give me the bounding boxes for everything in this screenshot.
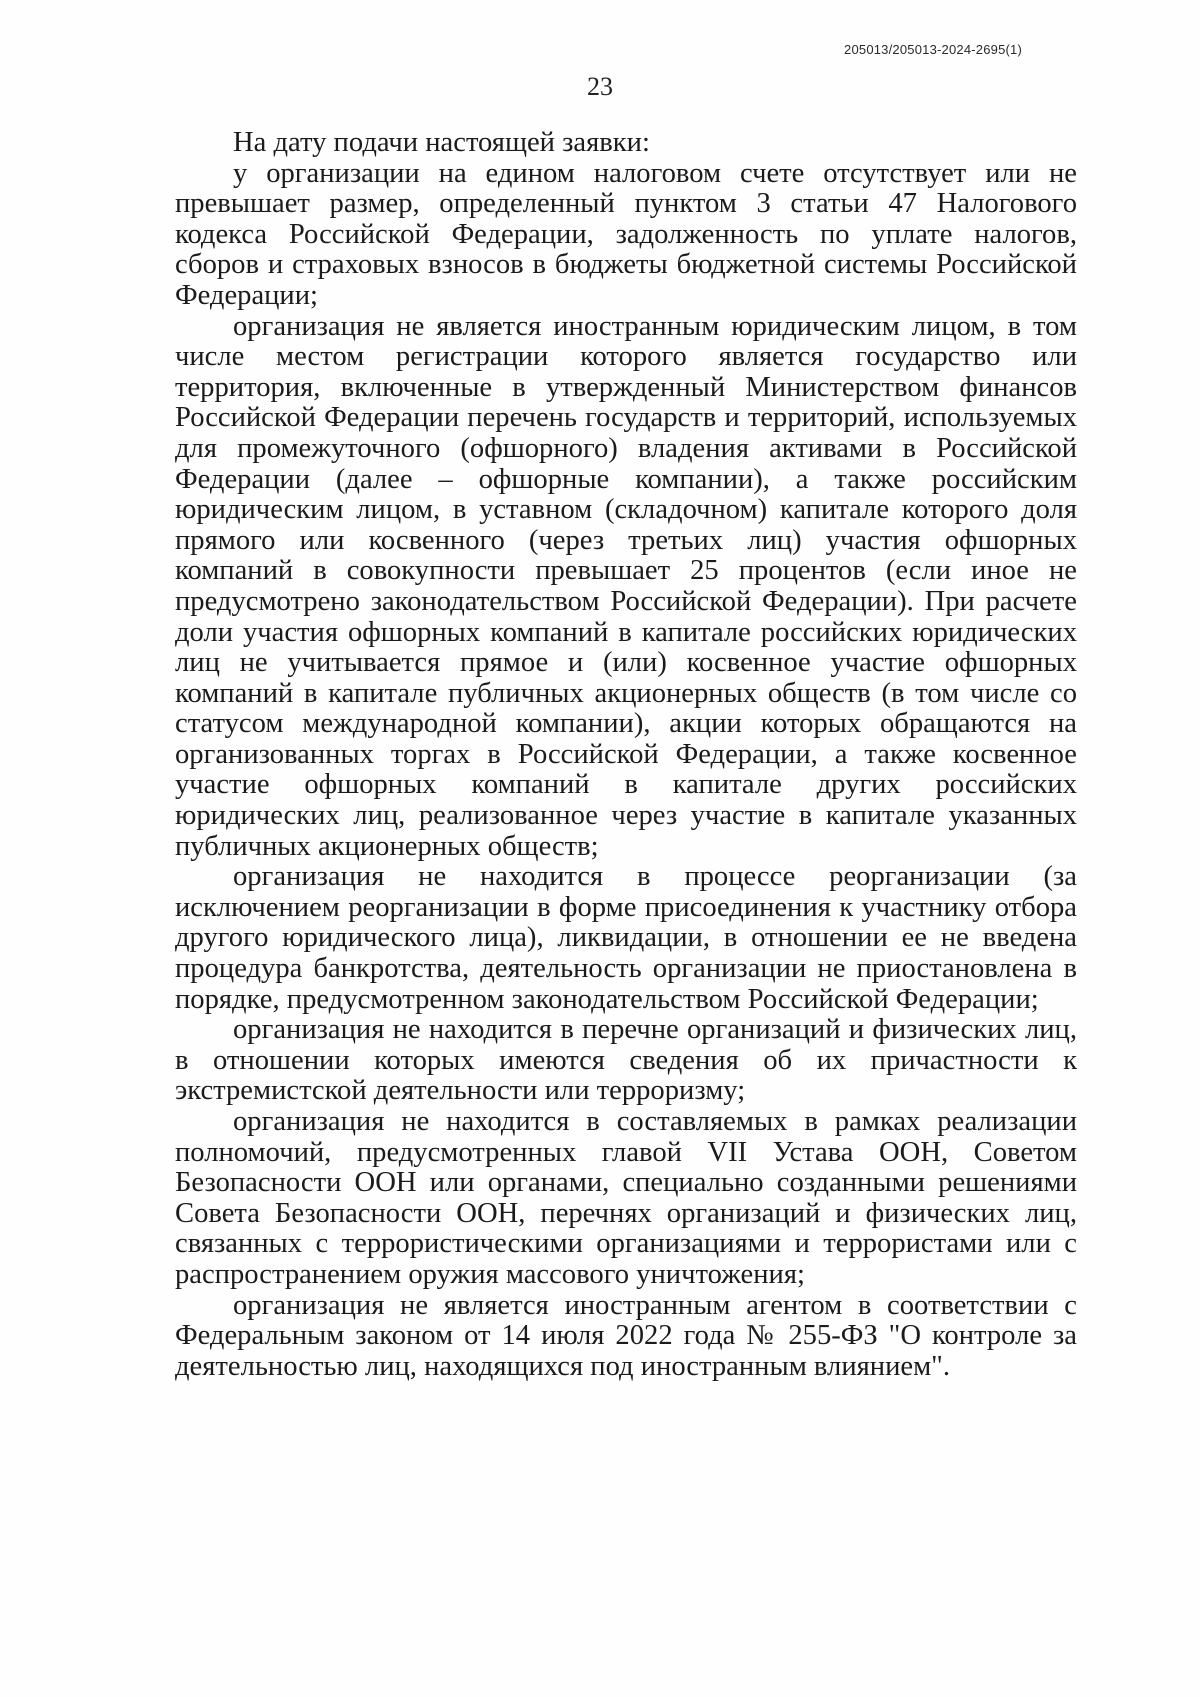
paragraph-extremism-list: организация не находится в перечне организаций и физических лиц, в отношении которых имеются сведения об их причастности к экстремистской деятельности или терроризму;: [175, 1014, 1077, 1107]
paragraph-tax-debt: у организации на едином налоговом счете отсутствует или не превышает размер, определенный пунктом 3 статьи 47 Налогового кодекса Российской Федерации, задолженность по уплате налогов, сборов и страховых взносов в бюджеты бюджетной системы Российской Федерации;: [175, 157, 1077, 311]
paragraph-reorganization: организация не находится в процессе реорганизации (за исключением реорганизации в форме присоединения к участнику отбора другого юридического лица), ликвидации, в отношении ее не введена процедура банкротства, деятельность организации не приостановлена в порядке, предусмотренном законодательством Российской Федерации;: [175, 861, 1077, 1015]
document-id: 205013/205013-2024-2695(1): [844, 42, 1022, 57]
paragraph-intro: На дату подачи настоящей заявки:: [233, 127, 650, 158]
paragraph-foreign-agent: организация не является иностранным агентом в соответствии с Федеральным законом от 14 июля 2022 года № 255-ФЗ "О контроле за деятельностью лиц, находящихся под иностранным влиянием".: [175, 1289, 1077, 1382]
paragraph-offshore: организация не является иностранным юридическим лицом, в том числе местом регистрации которого является государство или территория, включенные в утвержденный Министерством финансов Российской Федерации перечень государств и территорий, используемых для промежуточного (офшорного) владения активами в Российской Федерации (далее – офшорные компании), а также российским юридическим лицом, в уставном (складочном) капитале которого доля прямого или косвенного (через третьих лиц) участия офшорных компаний в совокупности превышает 25 процентов (если иное не предусмотрено законодательством Российской Федерации). При расчете доли участия офшорных компаний в капитале российских юридических лиц не учитывается прямое и (или) косвенное участие офшорных компаний в капитале публичных акционерных обществ (в том числе со статусом международной компании), акции которых обращаются на организованных торгах в Российской Федерации, а также косвенное участие офшорных компаний в капитале других российских юридических лиц, реализованное через участие в капитале указанных публичных акционерных обществ;: [175, 310, 1077, 862]
document-body: [175, 128, 1077, 1382]
page-number: 23: [587, 72, 613, 101]
paragraph-un-sanctions: организация не находится в составляемых в рамках реализации полномочий, предусмотренных главой VII Устава ООН, Советом Безопасности ООН или органами, специально созданными решениями Совета Безопасности ООН, перечнях организаций и физических лиц, связанных с террористическими организациями и террористами или с распространением оружия массового уничтожения;: [175, 1106, 1077, 1290]
